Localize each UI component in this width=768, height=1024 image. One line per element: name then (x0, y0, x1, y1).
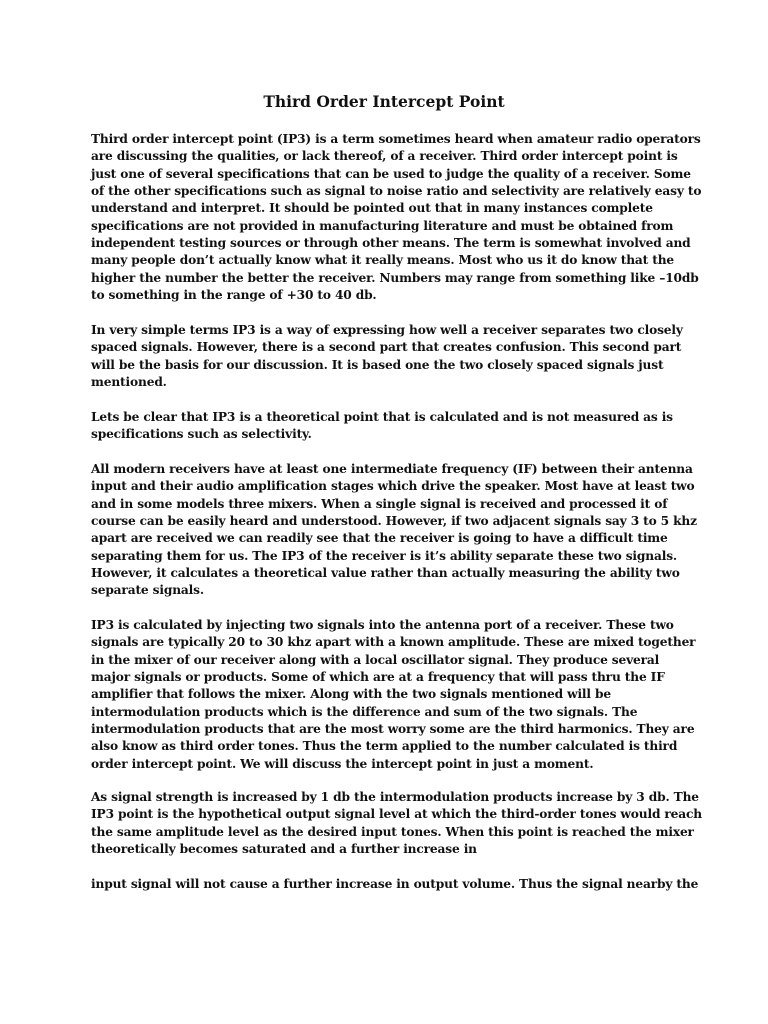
text-line: specifications are not provided in manufacturing literature and must be obtained from (91, 218, 674, 233)
text-line: separating them for us. The IP3 of the receiver is it’s ability separate these two signals. (91, 548, 677, 563)
text-line: mentioned. (91, 375, 167, 390)
text-line: to something in the range of +30 to 40 db. (91, 288, 377, 303)
text-line: apart are received we can readily see that the receiver is going to have a difficult time (91, 531, 668, 546)
paragraph-modern-receivers (91, 461, 697, 600)
document-title: Third Order Intercept Point (263, 92, 505, 111)
paragraph-ip3-introduction (91, 131, 702, 304)
text-line: spaced signals. However, there is a second part that creates confusion. This second part (91, 340, 682, 355)
text-line: also know as third order tones. Thus the term applied to the number calculated is third (91, 739, 678, 754)
text-line: understand and interpret. It should be pointed out that in many instances complete (91, 201, 653, 216)
text-line: IP3 point is the hypothetical output signal level at which the third-order tones would reach (91, 807, 703, 822)
text-line: will be the basis for our discussion. It is based one the two closely spaced signals just (91, 357, 664, 372)
text-line: just one of several specifications that can be used to judge the quality of a receiver. Some (91, 166, 691, 181)
paragraph-simple-terms (91, 322, 681, 391)
text-line: the same amplitude level as the desired input tones. When this point is reached the mixer (91, 824, 694, 839)
text-line: many people don’t actually know what it really means. Most who us it do know that the (91, 253, 675, 268)
text-line: order intercept point. We will discuss the intercept point in just a moment. (91, 756, 594, 771)
text-line: of the other specifications such as signal to noise ratio and selectivity are relatively easy to (91, 184, 702, 199)
text-line: intermodulation products that are the most worry some are the third harmonics. They are (91, 722, 695, 737)
text-line: independent testing sources or through other means. The term is somewhat involved and (91, 236, 691, 251)
paragraph-continuation (91, 876, 699, 893)
text-line: higher the number the better the receiver. Numbers may range from something like –10db (91, 270, 699, 285)
text-line: and in some models three mixers. When a single signal is received and processed it of (91, 496, 668, 511)
paragraph-signal-strength (91, 789, 703, 858)
text-line: Third order intercept point (IP3) is a term sometimes heard when amateur radio operators (91, 132, 701, 146)
text-line: input and their audio amplification stages which drive the speaker. Most have at least two (91, 479, 695, 494)
text-line: As signal strength is increased by 1 db the intermodulation products increase by 3 db. The (91, 790, 699, 804)
paragraph-ip3-calculation (91, 617, 696, 773)
text-line: course can be easily heard and understood. However, if two adjacent signals say 3 to 5 khz (91, 514, 697, 529)
text-line: in the mixer of our receiver along with a local oscillator signal. They produce several (91, 652, 660, 667)
text-line: intermodulation products which is the difference and sum of the two signals. The (91, 704, 638, 719)
text-line: separate signals. (91, 583, 204, 598)
paragraph-theoretical-point (91, 409, 681, 444)
text-line: All modern receivers have at least one intermediate frequency (IF) between their antenna (91, 462, 693, 476)
text-line: theoretically becomes saturated and a further increase in (91, 842, 477, 857)
text-line: signals are typically 20 to 30 khz apart with a known amplitude. These are mixed together (91, 635, 696, 650)
text-line: Lets be clear that IP3 is a theoretical point that is calculated and is not measured as is (91, 410, 673, 424)
text-line: are discussing the qualities, or lack thereof, of a receiver. Third order intercept point is (91, 149, 678, 164)
text-line: major signals or products. Some of which are at a frequency that will pass thru the IF (91, 670, 665, 685)
text-line: IP3 is calculated by injecting two signals into the antenna port of a receiver. These two (91, 618, 674, 632)
text-line: input signal will not cause a further increase in output volume. Thus the signal nearby the (91, 877, 699, 891)
text-line: amplifier that follows the mixer. Along with the two signals mentioned will be (91, 687, 611, 702)
text-line: specifications such as selectivity. (91, 427, 312, 442)
text-line: In very simple terms IP3 is a way of expressing how well a receiver separates two closely (91, 323, 683, 337)
text-line: However, it calculates a theoretical value rather than actually measuring the ability two (91, 566, 680, 581)
